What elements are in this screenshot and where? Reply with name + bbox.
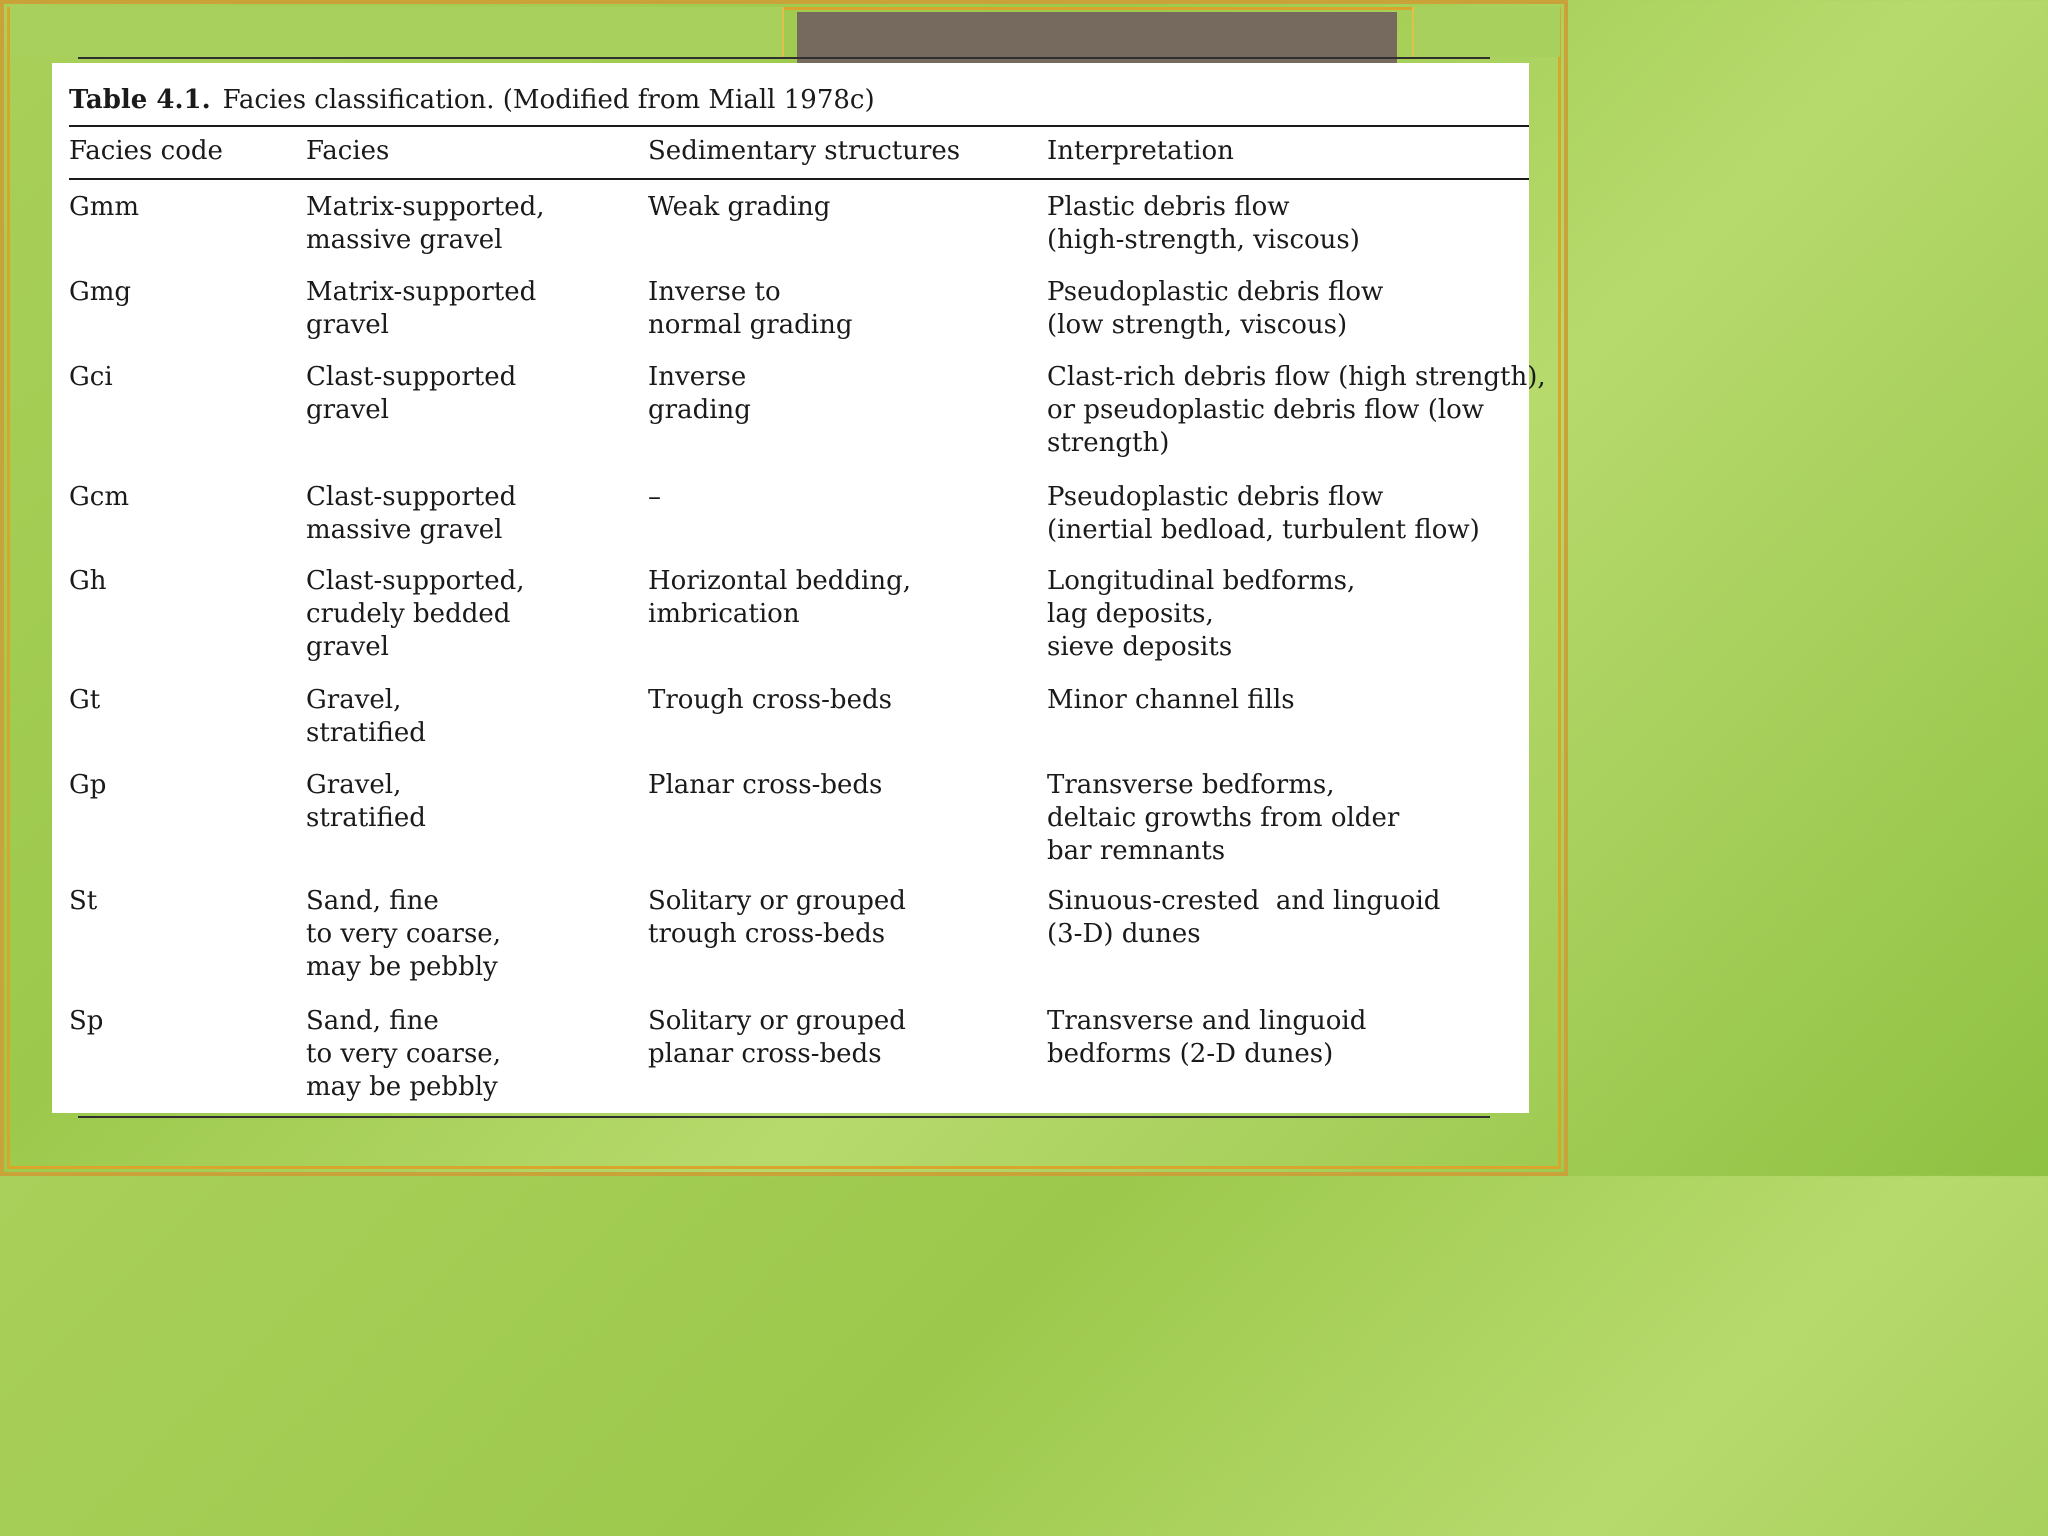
cell-facies: Matrix-supported, massive gravel — [306, 192, 545, 255]
cell-interpretation: Longitudinal bedforms, lag deposits, sieve deposits — [1047, 566, 1356, 662]
slide-inner-rule-top — [78, 57, 1490, 59]
cell-interpretation: Pseudoplastic debris flow (inertial bedload, turbulent flow) — [1047, 482, 1480, 545]
table-caption-text: Facies classification. (Modified from Miall 1978c) — [222, 85, 875, 115]
cell-sedimentary-structures: Solitary or grouped planar cross-beds — [648, 1006, 906, 1069]
cell-interpretation: Transverse bedforms, deltaic growths from older bar remnants — [1047, 770, 1400, 866]
cell-facies-code: Gh — [69, 566, 107, 596]
cell-facies: Gravel, stratified — [306, 770, 426, 833]
slide-inner-rule-bottom — [78, 1116, 1490, 1118]
cell-interpretation: Plastic debris flow (high-strength, viscous) — [1047, 192, 1360, 255]
cell-facies: Clast-supported, crudely bedded gravel — [306, 566, 525, 662]
cell-facies-code: Gcm — [69, 482, 129, 512]
cell-interpretation: Sinuous-crested and linguoid (3-D) dunes — [1047, 886, 1441, 949]
table-caption-label: Table 4.1. — [69, 85, 211, 115]
cell-facies: Matrix-supported gravel — [306, 277, 537, 340]
cell-sedimentary-structures: Solitary or grouped trough cross-beds — [648, 886, 906, 949]
header-sedimentary-structures: Sedimentary structures — [648, 136, 961, 166]
table-top-rule — [69, 125, 1529, 127]
cell-facies-code: Gt — [69, 685, 101, 715]
cell-interpretation: Minor channel fills — [1047, 685, 1295, 715]
header-facies: Facies — [306, 136, 390, 166]
cell-facies: Sand, fine to very coarse, may be pebbly — [306, 886, 501, 982]
table-caption — [69, 85, 875, 115]
cell-facies-code: Gci — [69, 362, 113, 392]
cell-facies: Clast-supported gravel — [306, 362, 517, 425]
cell-interpretation: Pseudoplastic debris flow (low strength, viscous) — [1047, 277, 1384, 340]
header-interpretation: Interpretation — [1047, 136, 1234, 166]
cell-facies: Gravel, stratified — [306, 685, 426, 748]
cell-sedimentary-structures: – — [648, 482, 661, 512]
table-header-rule — [69, 178, 1529, 180]
cell-facies: Clast-supported massive gravel — [306, 482, 517, 545]
cell-facies-code: Gmg — [69, 277, 132, 307]
slide-top-band-right — [1412, 7, 1560, 57]
cell-facies-code: Gp — [69, 770, 107, 800]
cell-sedimentary-structures: Inverse to normal grading — [648, 277, 853, 340]
slide-top-band-left — [10, 7, 784, 57]
cell-sedimentary-structures: Planar cross-beds — [648, 770, 883, 800]
cell-facies: Sand, fine to very coarse, may be pebbly — [306, 1006, 501, 1102]
cell-sedimentary-structures: Trough cross-beds — [648, 685, 892, 715]
header-facies-code: Facies code — [69, 136, 223, 166]
cell-interpretation: Clast-rich debris flow (high strength), or pseudoplastic debris flow (low strength) — [1047, 362, 1546, 458]
scanned-table-image — [52, 63, 1546, 1113]
cell-sedimentary-structures: Weak grading — [648, 192, 831, 222]
cell-interpretation: Transverse and linguoid bedforms (2-D dunes) — [1047, 1006, 1367, 1069]
cell-sedimentary-structures: Inverse grading — [648, 362, 751, 425]
cell-facies-code: Gmm — [69, 192, 140, 222]
cell-facies-code: Sp — [69, 1006, 104, 1036]
cell-sedimentary-structures: Horizontal bedding, imbrication — [648, 566, 911, 629]
cell-facies-code: St — [69, 886, 98, 916]
